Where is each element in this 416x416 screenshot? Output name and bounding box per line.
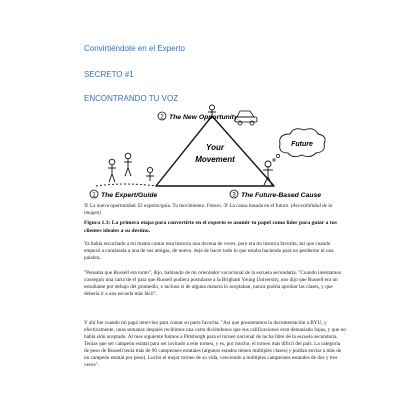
caption-text: ② La nueva oportunidad. El experto/guía. Tu movimiento. Futuro. ③ La causa basada en el futuro. — [84, 203, 290, 209]
your-label: Your — [206, 143, 224, 152]
number-3: 3 — [232, 192, 236, 199]
paragraph-1: Ya había escuchado a mi mamá contar esta historia una docena de veces, pero era mi historia favorita, así que cuando empezó a contársela a una de sus amigas, de nuevo, dejé de hacer todo lo que estaba haciendo para no perderme ni una palabra. — [84, 241, 334, 262]
paragraph-2: "Pensaba que Russell era tonto", dijo, hablando de mi orientador vocacional de la escuela secundaria. "Cuando intentamos conseguir una carta de él para que Russell pudiera postularse a la Brigham Young University, nos dijo que Russell era un estudiante por debajo del promedio, e incluso si de alguna manera lo aceptaban, nunca podría aprobar las clases, y que debería ir a una escuela más fácil". — [84, 270, 342, 298]
figure-caption — [84, 203, 344, 217]
car-icon — [235, 111, 257, 125]
future-label: Future — [291, 141, 313, 148]
movement-label: Movement — [195, 155, 235, 164]
number-2: 2 — [160, 114, 164, 121]
future-based-cause-label: The Future-Based Cause — [241, 192, 322, 199]
new-opportunity-label: The New Opportunity — [169, 114, 238, 121]
secret-heading: SECRETO #1 — [84, 70, 134, 79]
future-cloud-icon — [273, 129, 325, 161]
movement-diagram — [84, 104, 339, 202]
client-figure-right-icon — [263, 161, 273, 185]
book-title-heading: Convirtiéndote en el Experto — [84, 44, 185, 53]
paragraph-3: Y ahí fue cuando mi papá intervino para contar su parte favorita. "Así que presentamos la documentación a BYU, y efectivamente, unas semanas después recibimos una carta diciéndonos que sus calificaciones eran demasiado bajas, y que no había sido aceptado. Al mes siguiente fuimos a Pittsburgh para el torneo nacional de lucha libre de la escuela secundaria. Tenías que ser campeón estatal para ser invitado a este torneo, y es, por mucho, el torneo más difícil del país. La categoría de peso de Russell tenía más de 90 campeones estatales (algunos estados tienen múltiples clases) y podían enviar a más de un campeón estatal por peso). Luchó el mejor torneo de su vida, venciendo a múltiples campeones estatales de dos y tres veces". — [84, 320, 346, 369]
chapter-heading: ENCONTRANDO TU VOZ — [84, 94, 179, 103]
expert-guide-label: The Expert/Guide — [101, 192, 158, 199]
number-1: 1 — [92, 192, 96, 199]
image-accessibility-link[interactable]: (Accesibilidad de la imagen) — [84, 203, 333, 216]
figure-title: Figura 1.3: La primera etapa para convertirte en el experto es asumir tu papel como líder para guiar a tus clientes ideales a su destino. — [84, 220, 337, 234]
guide-figure-icon — [146, 167, 154, 181]
